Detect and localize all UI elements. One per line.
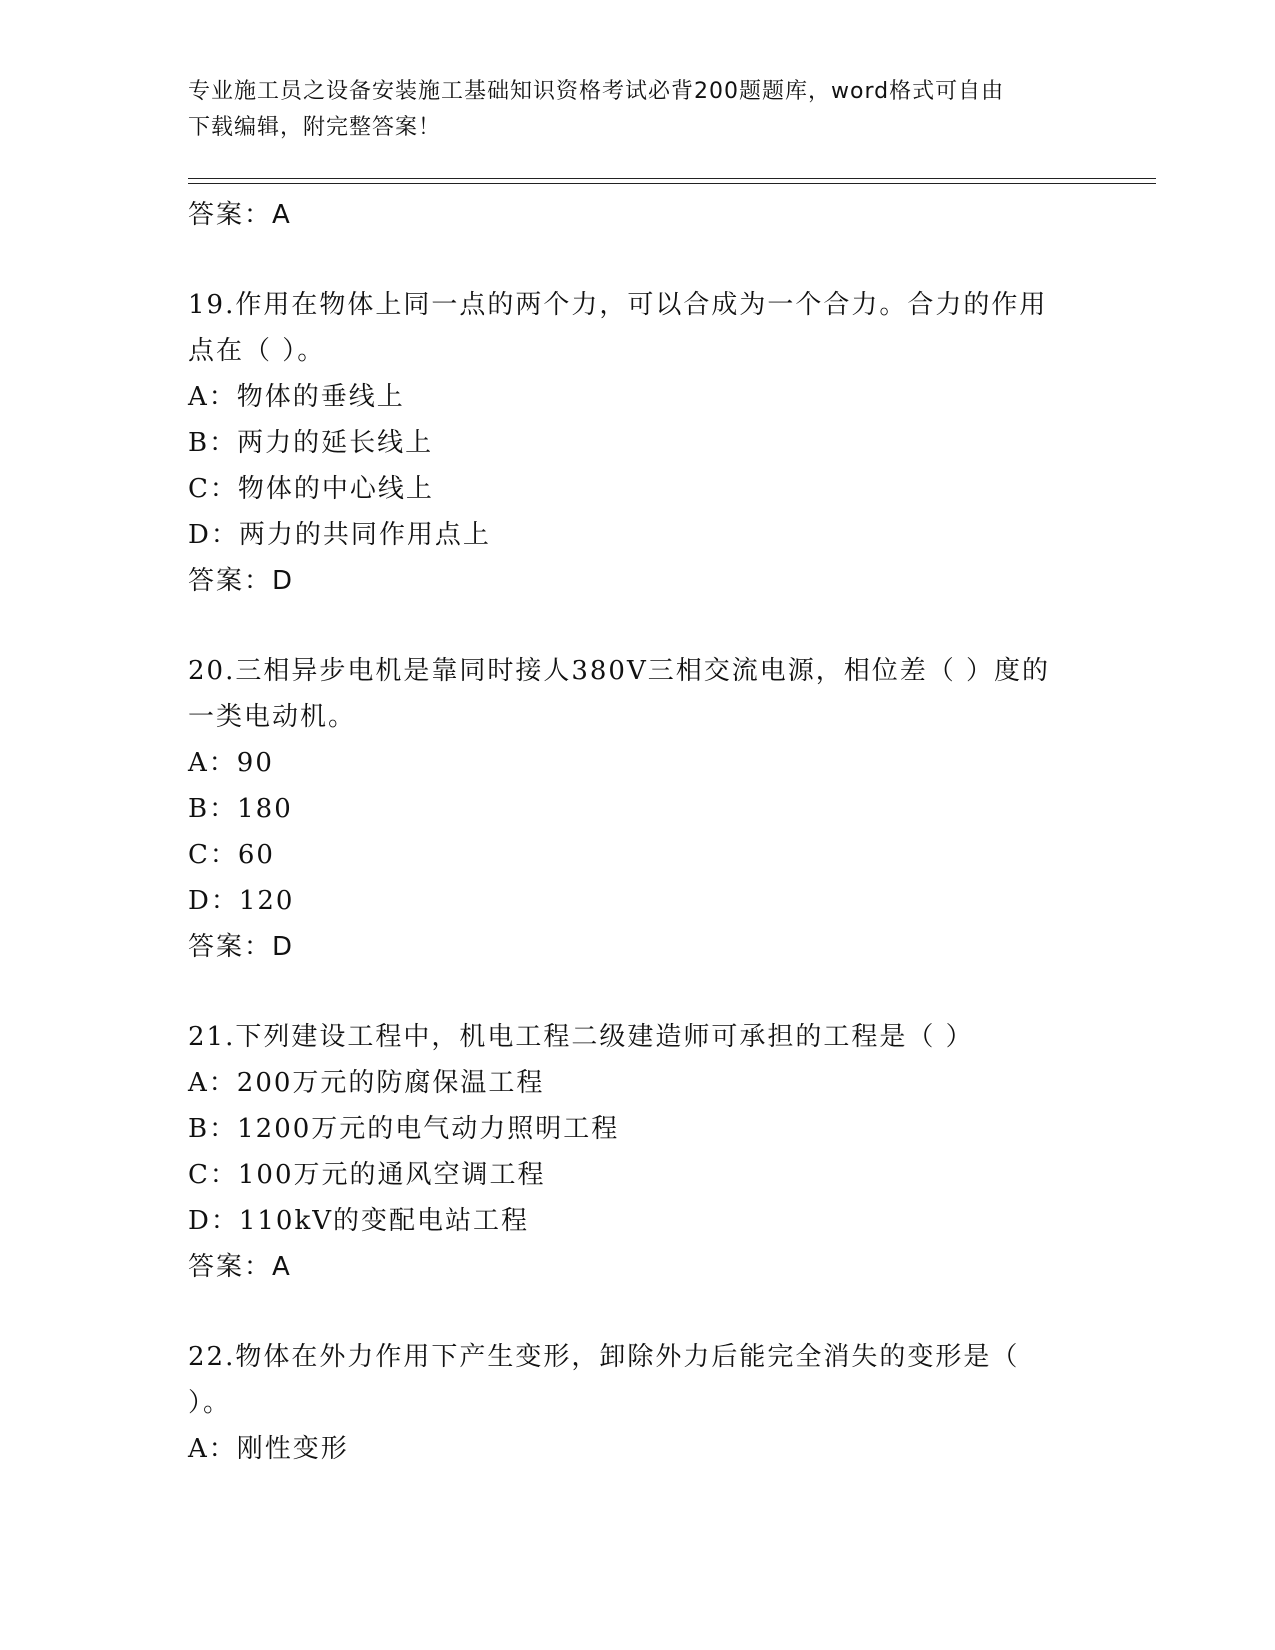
option-c: C：60 (188, 840, 275, 870)
document-header (188, 74, 1068, 146)
option-a: A：物体的垂线上 (188, 382, 405, 412)
option-c: C：100万元的通风空调工程 (188, 1160, 546, 1190)
option-b: B：1200万元的电气动力照明工程 (188, 1114, 620, 1144)
answer-line: 答案：A (188, 200, 292, 230)
question-20 (188, 648, 1088, 970)
question-19 (188, 282, 1088, 604)
answer-line: 答案：A (188, 1252, 292, 1282)
option-a: A：200万元的防腐保温工程 (188, 1068, 545, 1098)
answer-line: 答案：D (188, 566, 295, 596)
option-a: A：刚性变形 (188, 1434, 349, 1464)
option-c: C：物体的中心线上 (188, 474, 434, 504)
question-stem: 22.物体在外力作用下产生变形，卸除外力后能完全消失的变形是（ (188, 1342, 1020, 1372)
answer-line: 答案：D (188, 932, 295, 962)
option-b: B：两力的延长线上 (188, 428, 434, 458)
question-stem: ）。 (188, 1388, 232, 1418)
header-divider-bottom (188, 183, 1156, 184)
question-22 (188, 1334, 1088, 1472)
question-stem: 20.三相异步电机是靠同时接人380V三相交流电源，相位差（ ）度的 (188, 656, 1051, 686)
question-stem: 点在（ ）。 (188, 336, 326, 366)
header-line-2: 下载编辑，附完整答案！ (188, 115, 442, 140)
option-a: A：90 (188, 748, 274, 778)
option-d: D：120 (188, 886, 295, 916)
option-d: D：两力的共同作用点上 (188, 520, 491, 550)
header-line-1: 专业施工员之设备安装施工基础知识资格考试必背200题题库，word格式可自由 (188, 79, 1005, 104)
question-21 (188, 1014, 1088, 1290)
option-b: B：180 (188, 794, 293, 824)
question-stem: 一类电动机。 (188, 702, 357, 732)
question-list (188, 192, 1088, 1472)
header-divider-top (188, 178, 1156, 179)
question-stem: 19.作用在物体上同一点的两个力，可以合成为一个合力。合力的作用 (188, 290, 1048, 320)
option-d: D：110kV的变配电站工程 (188, 1206, 530, 1236)
question-stem: 21.下列建设工程中，机电工程二级建造师可承担的工程是（ ） (188, 1022, 974, 1052)
